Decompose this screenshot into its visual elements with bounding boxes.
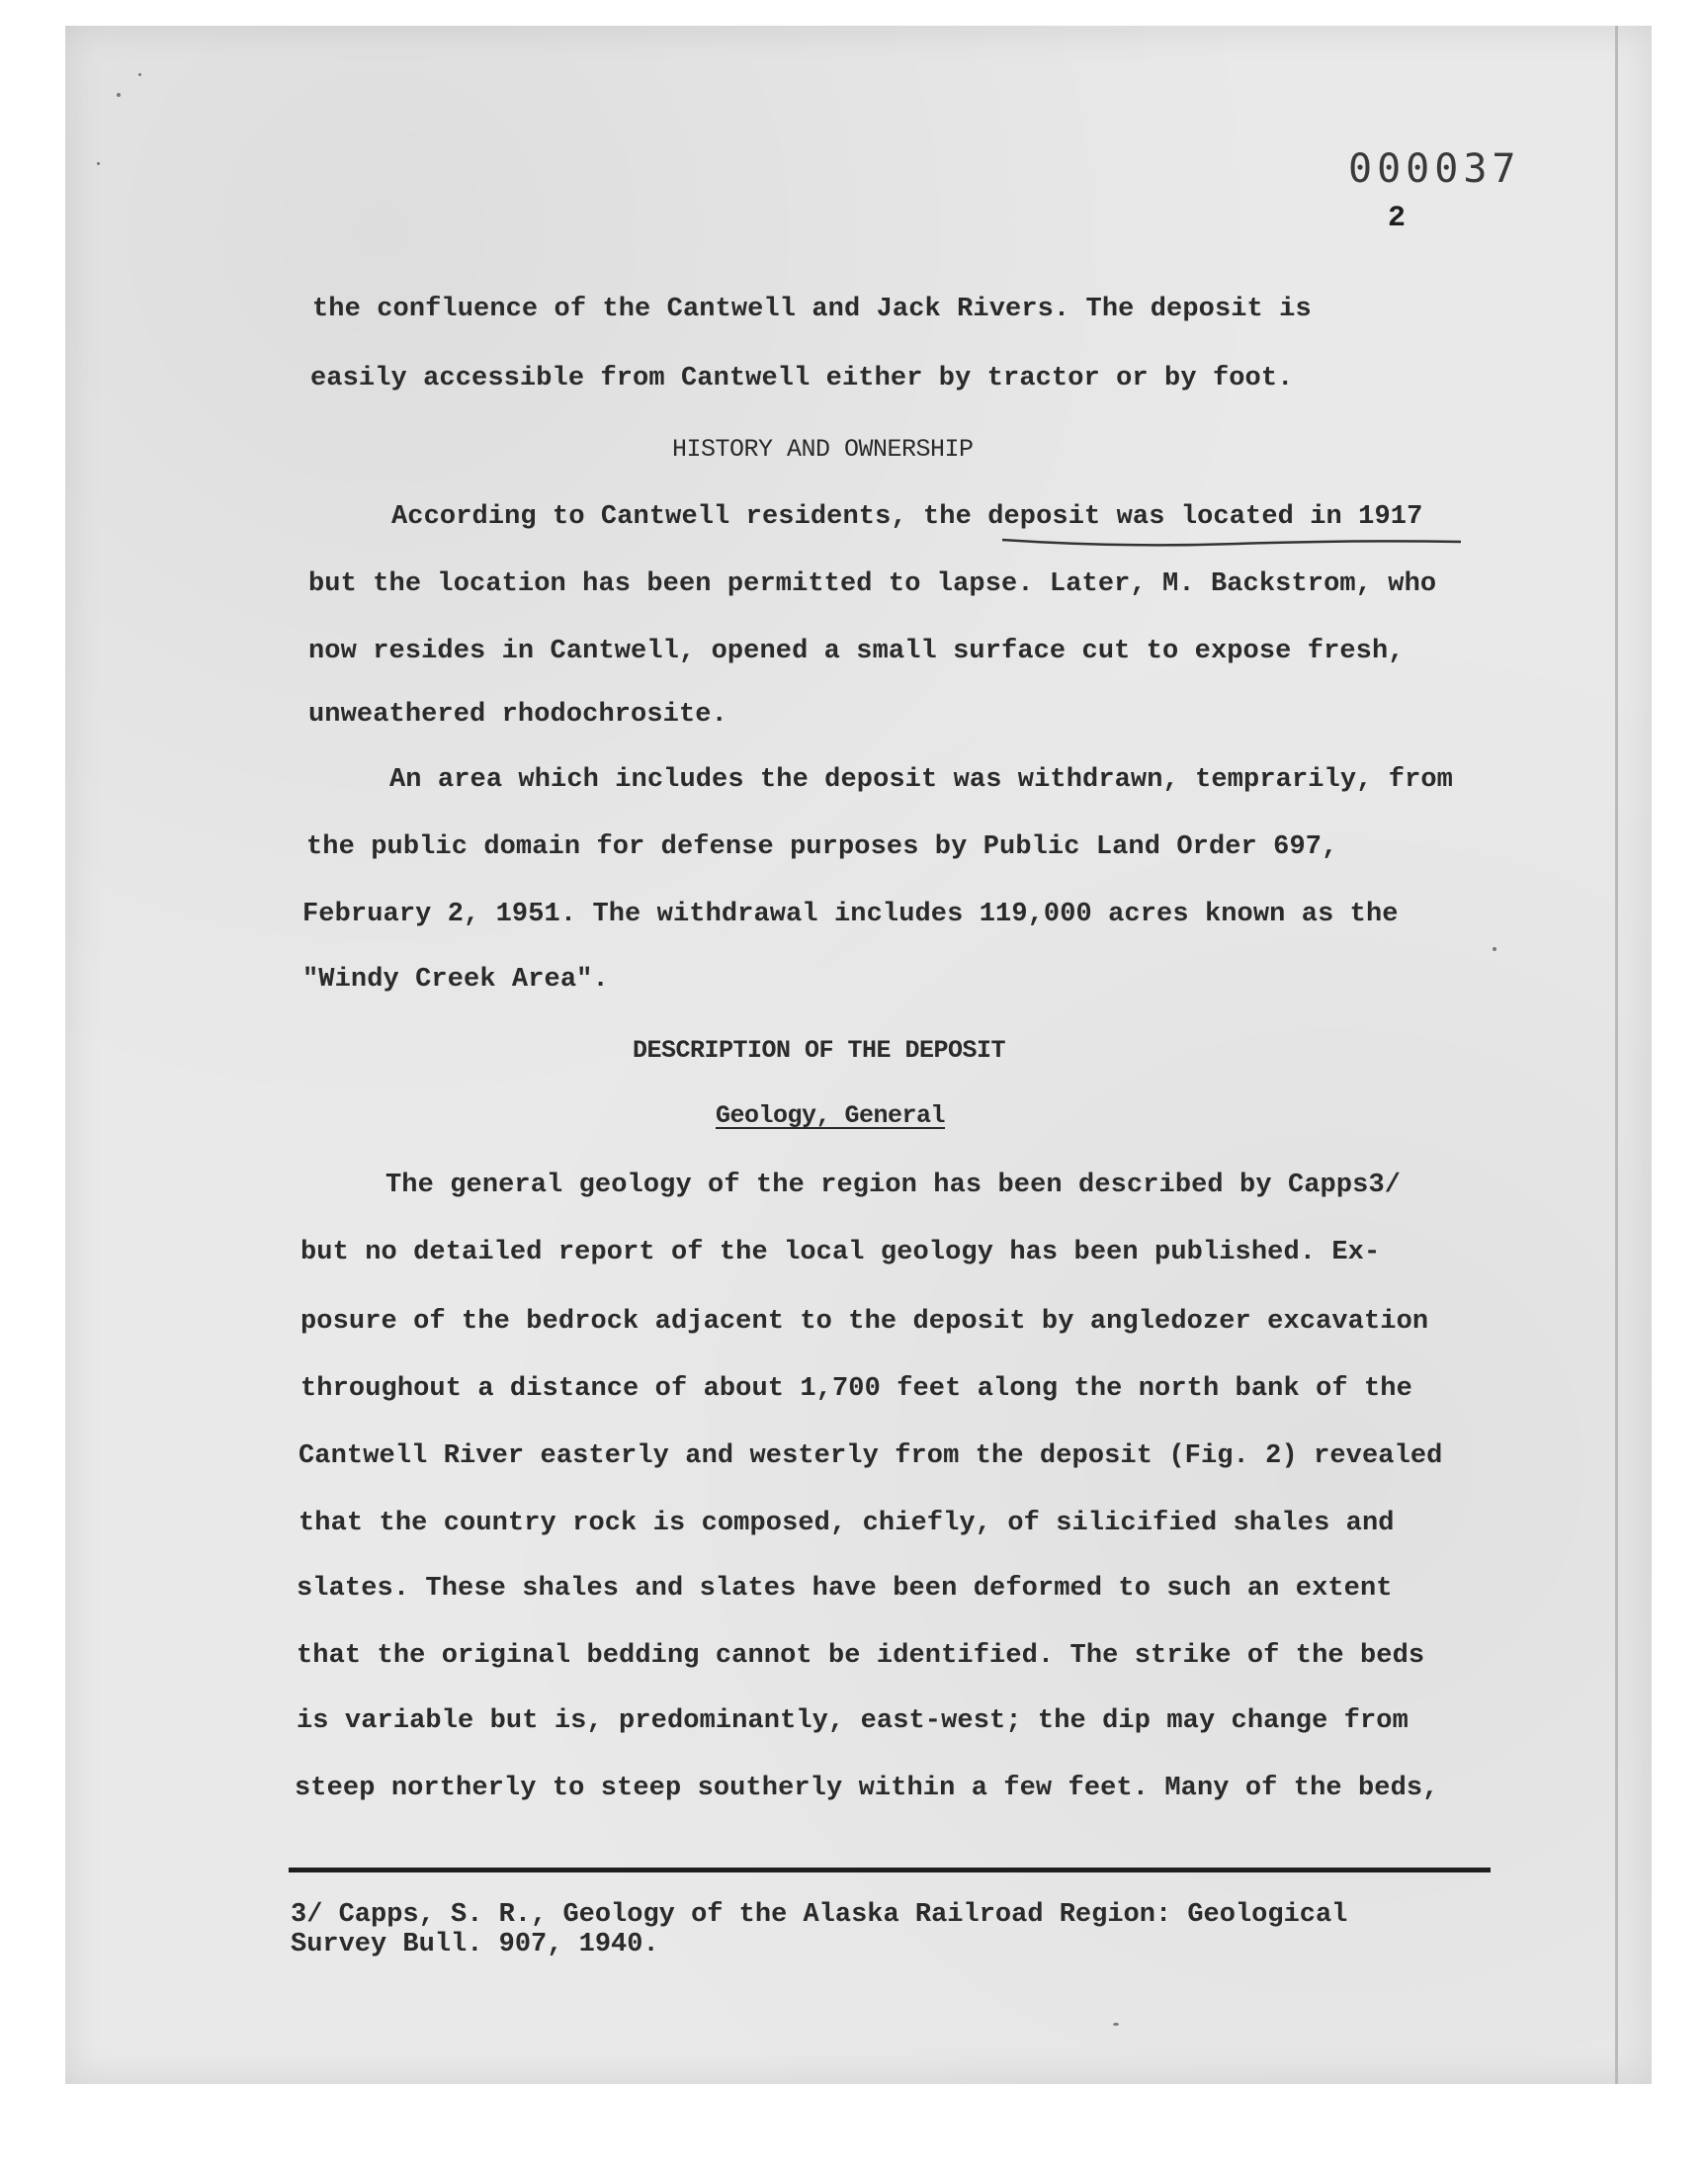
body-line: easily accessible from Cantwell either by tractor or by foot. bbox=[310, 364, 1294, 393]
footnote-line: Survey Bull. 907, 1940. bbox=[291, 1930, 659, 1959]
body-line: but the location has been permitted to lapse. Later, M. Backstrom, who bbox=[308, 569, 1437, 599]
body-line: According to Cantwell residents, the deposit was located in 1917 bbox=[391, 502, 1423, 532]
body-line: is variable but is, predominantly, east-west; the dip may change from bbox=[297, 1706, 1409, 1736]
body-line: steep northerly to steep southerly within a few feet. Many of the beds, bbox=[295, 1774, 1439, 1803]
body-line: posure of the bedrock adjacent to the deposit by angledozer excavation bbox=[300, 1307, 1429, 1337]
section-heading-history: HISTORY AND OWNERSHIP bbox=[672, 435, 974, 464]
scan-speck bbox=[1493, 947, 1496, 951]
body-line: that the country rock is composed, chiefly, of silicified shales and bbox=[299, 1509, 1395, 1538]
body-line: that the original bedding cannot be identified. The strike of the beds bbox=[297, 1641, 1425, 1671]
body-line: February 2, 1951. The withdrawal includes 119,000 acres known as the bbox=[302, 900, 1399, 929]
subheading-geology-general: Geology, General bbox=[716, 1101, 946, 1130]
body-line: now resides in Cantwell, opened a small surface cut to expose fresh, bbox=[308, 637, 1405, 666]
footnote-line: 3/ Capps, S. R., Geology of the Alaska Railroad Region: Geological bbox=[291, 1900, 1348, 1930]
scan-speck bbox=[97, 162, 100, 165]
body-line: the public domain for defense purposes by Public Land Order 697, bbox=[306, 832, 1338, 862]
section-heading-description: DESCRIPTION OF THE DEPOSIT bbox=[633, 1036, 1006, 1065]
body-line: "Windy Creek Area". bbox=[302, 965, 609, 995]
document-number: 000037 bbox=[1348, 146, 1521, 192]
scan-speck bbox=[117, 93, 121, 97]
scan-speck bbox=[1113, 2023, 1119, 2026]
scan-speck bbox=[138, 73, 141, 76]
page-number: 2 bbox=[1388, 202, 1407, 235]
body-line: throughout a distance of about 1,700 feet along the north bank of the bbox=[300, 1374, 1412, 1404]
body-line: slates. These shales and slates have been deformed to such an extent bbox=[297, 1574, 1393, 1604]
body-line: Cantwell River easterly and westerly from the deposit (Fig. 2) revealed bbox=[299, 1441, 1443, 1471]
footnote-divider bbox=[289, 1868, 1491, 1872]
body-line: An area which includes the deposit was withdrawn, temprarily, from bbox=[389, 765, 1453, 795]
body-line: unweathered rhodochrosite. bbox=[308, 700, 727, 730]
body-line: but no detailed report of the local geology has been published. Ex- bbox=[300, 1238, 1381, 1267]
page-edge-shadow bbox=[1615, 26, 1618, 2084]
body-line: The general geology of the region has been described by Capps3/ bbox=[385, 1171, 1402, 1200]
body-line: the confluence of the Cantwell and Jack Rivers. The deposit is bbox=[312, 295, 1312, 324]
handwritten-underline bbox=[1000, 534, 1463, 550]
